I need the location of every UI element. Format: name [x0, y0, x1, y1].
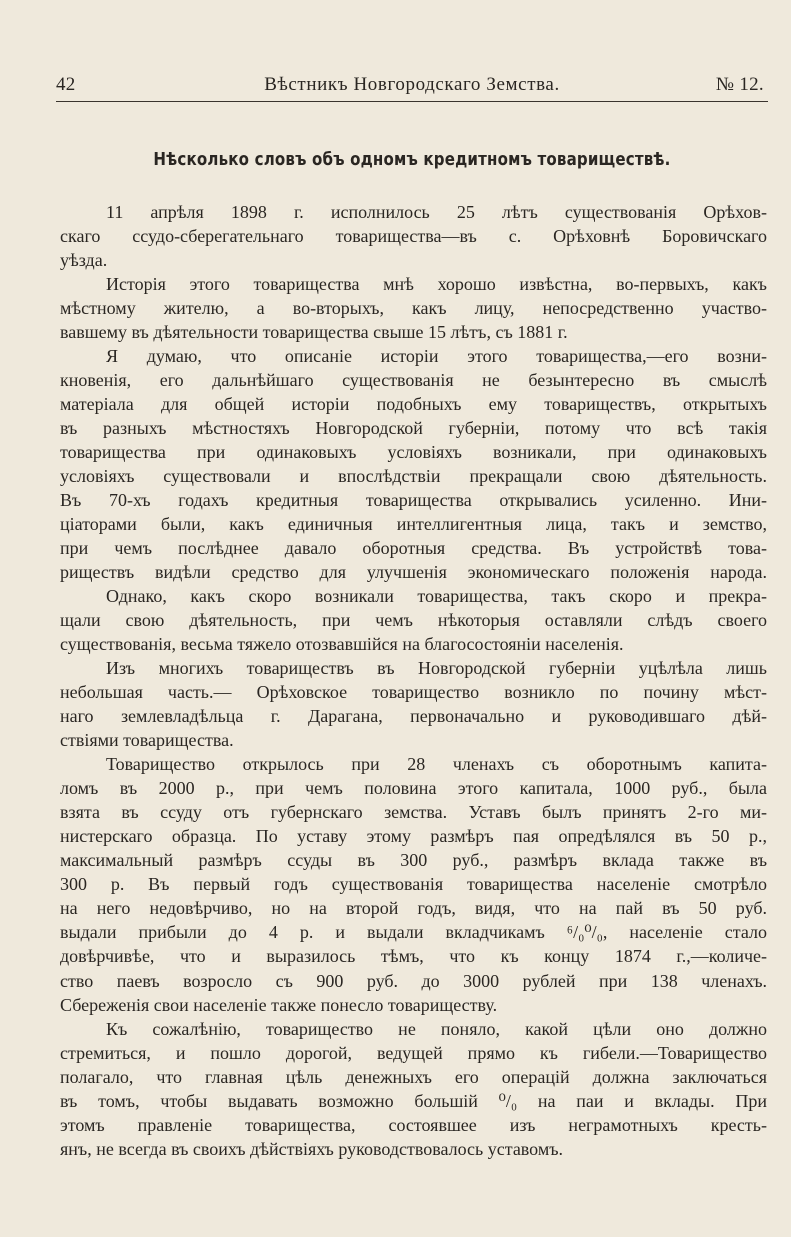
text-line: Я думаю, что описаніе исторіи этого товарищества,—его возни-	[106, 346, 767, 367]
text-line: уѣзда.	[60, 250, 108, 271]
text-line: полагало, что главная цѣль денежныхъ его операцій должна заключаться	[60, 1066, 767, 1087]
text-line: товарищества при одинаковыхъ условіяхъ возникали, при одинаковыхъ	[60, 442, 767, 463]
text-line: на него недовѣрчиво, но на второй годъ, видя, что на пай въ 50 руб.	[60, 898, 767, 919]
text-line: ствіями товарищества.	[60, 730, 234, 751]
text-line: скаго ссудо-сберегательнаго товарищества—въ с. Орѣховнѣ Боровичскаго	[60, 226, 767, 247]
text-line: ство паевъ возросло съ 900 руб. до 3000 рублей при 138 членахъ.	[60, 970, 767, 991]
text-line: 300 р. Въ первый годъ существованія товарищества населеніе смотрѣло	[60, 874, 767, 895]
text-line: Однако, какъ скоро возникали товарищества, такъ скоро и прекра-	[106, 586, 767, 607]
text-line: существованія, весьма тяжело отозвавшійся на благосостояніи населенія.	[60, 634, 624, 655]
article-title: Нѣсколько словъ объ одномъ кредитномъ товариществѣ.	[153, 150, 671, 170]
text-line: небольшая часть.— Орѣховское товарищество возникло по почину мѣст-	[60, 682, 767, 703]
text-line: довѣрчивѣе, что и выразилось тѣмъ, что къ концу 1874 г.,—количе-	[60, 946, 767, 967]
text-line: взята въ ссуду отъ губернскаго земства. Уставъ былъ принятъ 2-го ми-	[60, 802, 767, 823]
text-line: при чемъ послѣднее давало оборотныя средства. Въ устройствѣ това-	[60, 538, 767, 559]
issue-number: № 12.	[715, 74, 764, 95]
text-line: вавшему въ дѣятельности товарищества свыше 15 лѣтъ, съ 1881 г.	[60, 322, 568, 343]
text-line: выдали прибыли до 4 р. и выдали вкладчикамъ ⁶/₀⁰/₀, населеніе стало	[60, 922, 767, 943]
text-line: нистерскаго образца. По уставу этому размѣръ пая опредѣлялся въ 50 р.,	[60, 826, 767, 847]
text-line: максимальный размѣръ ссуды въ 300 руб., размѣръ вклада также въ	[60, 850, 767, 871]
text-line: Изъ многихъ товариществъ въ Новгородской губерніи уцѣлѣла лишь	[106, 658, 767, 679]
text-line: Сбереженія свои населеніе также понесло товариществу.	[60, 994, 498, 1015]
text-line: кновенія, его дальнѣйшаго существованія не безынтересно въ смыслѣ	[60, 370, 767, 391]
text-line: Въ 70-хъ годахъ кредитныя товарищества открывались усиленно. Ини-	[60, 490, 767, 511]
header-rule	[56, 101, 768, 102]
text-line: Къ сожалѣнію, товарищество не поняло, какой цѣли оно должно	[106, 1018, 767, 1039]
text-line: въ томъ, чтобы выдавать возможно большій ⁰/₀ на паи и вклады. При	[60, 1090, 767, 1111]
journal-title: Вѣстникъ Новгородскаго Земства.	[264, 74, 560, 95]
text-line: янъ, не всегда въ своихъ дѣйствіяхъ руководствовалось уставомъ.	[60, 1138, 564, 1159]
text-line: 11 апрѣля 1898 г. исполнилось 25 лѣтъ существованія Орѣхов-	[106, 202, 767, 222]
text-line: наго землевладѣльца г. Дарагана, первоначально и руководившаго дѣй-	[60, 706, 767, 727]
text-line: этомъ правленіе товарищества, состоявшее изъ неграмотныхъ кресть-	[60, 1114, 767, 1135]
text-line: стремиться, и пошло дорогой, ведущей прямо къ гибели.—Товарищество	[60, 1042, 767, 1063]
text-line: ціаторами были, какъ единичныя интеллигентныя лица, такъ и земство,	[60, 514, 767, 535]
text-line: матеріала для общей исторіи подобныхъ ему товариществъ, открытыхъ	[60, 394, 767, 415]
text-line: ломъ въ 2000 р., при чемъ половина этого капитала, 1000 руб., была	[60, 778, 767, 799]
running-header	[56, 74, 768, 100]
text-line: мѣстному жителю, а во-вторыхъ, какъ лицу, непосредственно участво-	[60, 298, 767, 319]
text-line: щали свою дѣятельность, при чемъ нѣкоторыя оставляли слѣдъ своего	[60, 610, 767, 631]
text-line: Товарищество открылось при 28 членахъ съ оборотнымъ капита-	[106, 754, 767, 775]
article-body	[60, 200, 767, 1161]
text-line: Исторія этого товарищества мнѣ хорошо извѣстна, во-первыхъ, какъ	[106, 274, 767, 295]
text-line: въ разныхъ мѣстностяхъ Новгородской губерніи, потому что всѣ такія	[60, 418, 767, 439]
page-number: 42	[56, 74, 76, 95]
text-line: условіяхъ существовали и впослѣдствіи прекращали свою дѣятельность.	[60, 466, 767, 487]
text-line: риществъ видѣли средство для улучшенія экономическаго положенія народа.	[60, 562, 767, 583]
